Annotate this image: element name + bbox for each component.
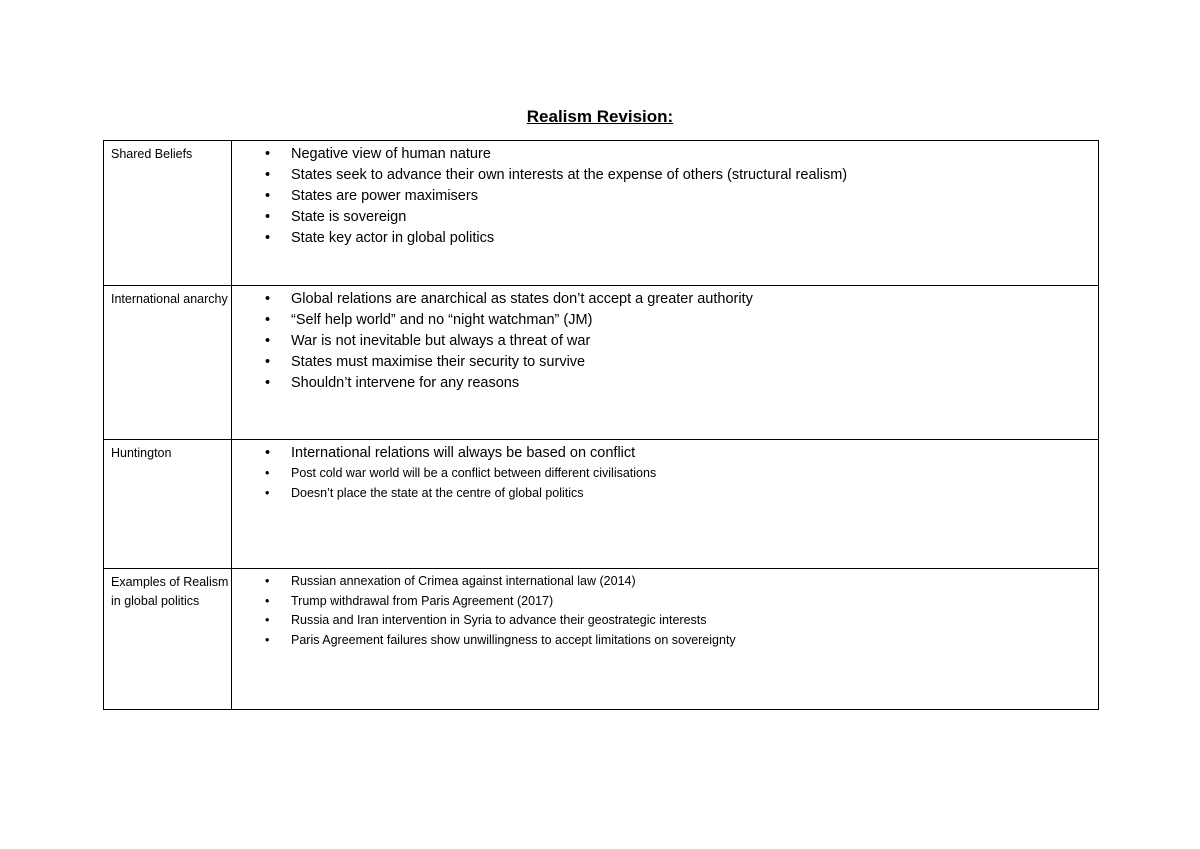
table-row-international-anarchy — [104, 286, 1099, 440]
list-item: • States seek to advance their own interests at the expense of others (structural realism) — [265, 165, 1098, 186]
table-row-examples — [104, 569, 1099, 710]
list-item: • Paris Agreement failures show unwillingness to accept limitations on sovereignty — [265, 631, 1098, 651]
list-item: • States must maximise their security to survive — [265, 352, 1098, 373]
row-content-examples — [232, 569, 1099, 710]
bullet-list — [232, 464, 1098, 503]
list-item: • “Self help world” and no “night watchman” (JM) — [265, 310, 1098, 331]
list-item: • International relations will always be based on conflict — [265, 443, 1098, 464]
list-item: • Russian annexation of Crimea against international law (2014) — [265, 572, 1098, 592]
list-item: • Negative view of human nature — [265, 144, 1098, 165]
bullet-list — [232, 144, 1098, 249]
list-item: • Global relations are anarchical as states don’t accept a greater authority — [265, 289, 1098, 310]
list-item: • State is sovereign — [265, 207, 1098, 228]
table-row-shared-beliefs — [104, 141, 1099, 286]
revision-table — [103, 140, 1099, 710]
list-item: • Post cold war world will be a conflict between different civilisations — [265, 464, 1098, 484]
row-label-huntington: Huntington — [104, 440, 232, 569]
row-label-international-anarchy: International anarchy — [104, 286, 232, 440]
list-item: • State key actor in global politics — [265, 228, 1098, 249]
list-item: • Trump withdrawal from Paris Agreement (2017) — [265, 592, 1098, 612]
table-row-huntington — [104, 440, 1099, 569]
row-label-examples: Examples of Realism in global politics — [104, 569, 232, 710]
bullet-list — [232, 289, 1098, 394]
list-item: • War is not inevitable but always a threat of war — [265, 331, 1098, 352]
row-content-international-anarchy — [232, 286, 1099, 440]
row-label-shared-beliefs: Shared Beliefs — [104, 141, 232, 286]
page-title: Realism Revision: — [526, 107, 674, 126]
list-item: • Russia and Iran intervention in Syria to advance their geostrategic interests — [265, 611, 1098, 631]
list-item: • Shouldn’t intervene for any reasons — [265, 373, 1098, 394]
list-item: • Doesn’t place the state at the centre of global politics — [265, 484, 1098, 504]
row-content-shared-beliefs — [232, 141, 1099, 286]
bullet-list — [232, 443, 1098, 464]
row-content-huntington — [232, 440, 1099, 569]
bullet-list — [232, 572, 1098, 650]
list-item: • States are power maximisers — [265, 186, 1098, 207]
